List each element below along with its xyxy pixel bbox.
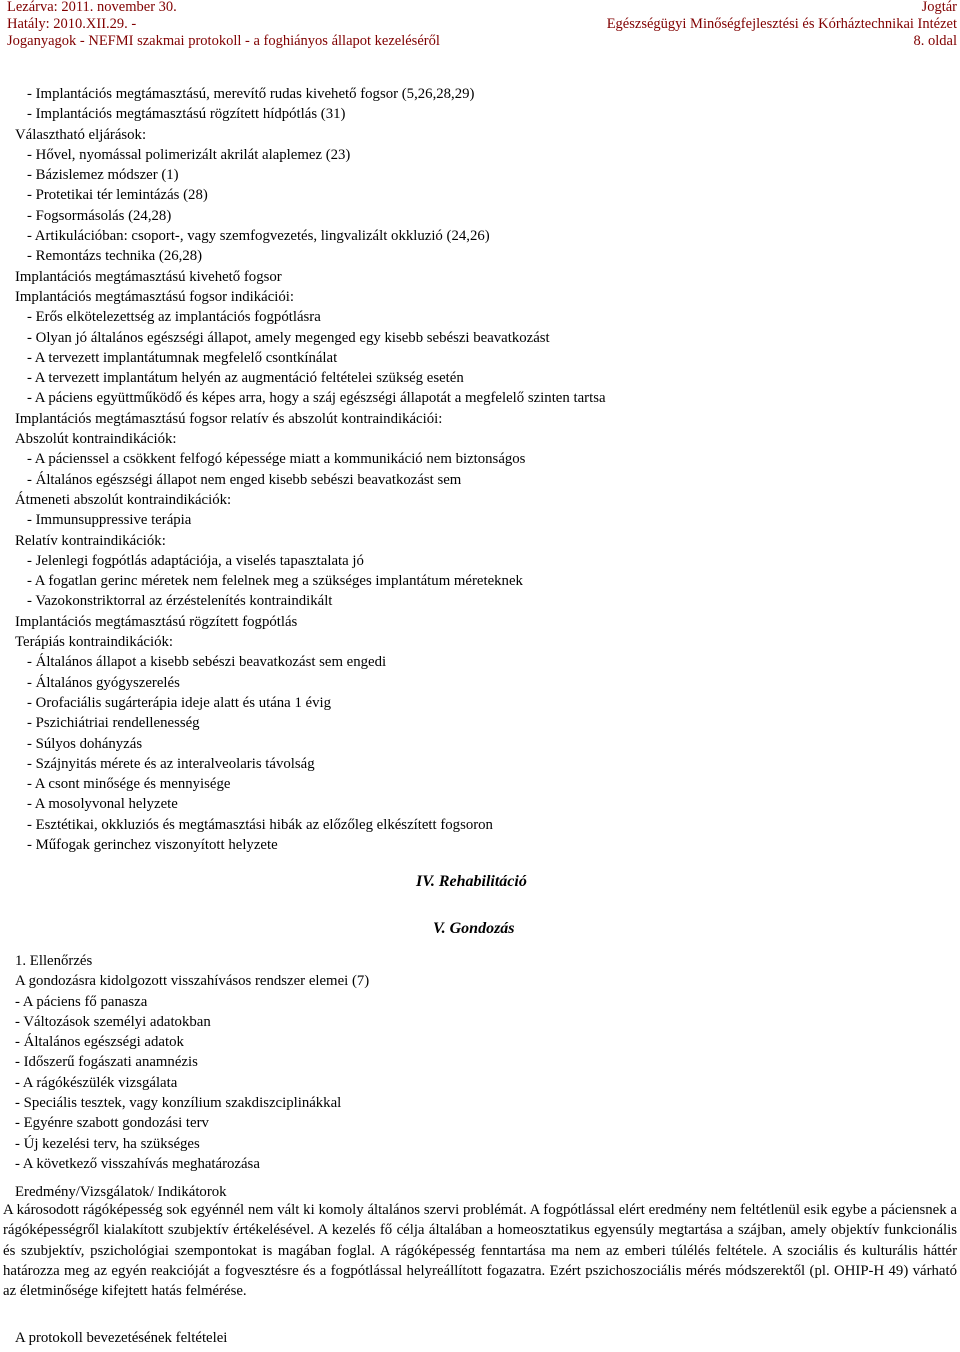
section-heading-care: V. Gondozás <box>433 920 515 937</box>
list-item: - A tervezett implantátumnak megfelelő csontkínálat <box>27 349 338 366</box>
list-item: - Egyénre szabott gondozási terv <box>15 1115 209 1132</box>
list-item: - Pszichiátriai rendellenesség <box>27 715 200 732</box>
section-label: Implantációs megtámasztású kivehető fogsor <box>15 268 282 285</box>
list-item: - Műfogak gerinchez viszonyított helyzete <box>27 836 278 853</box>
header-closed-date: Lezárva: 2011. november 30. <box>7 0 177 15</box>
list-item: - Szájnyitás mérete és az interalveolaris távolság <box>27 755 315 772</box>
section-label: Implantációs megtámasztású rögzített fogpótlás <box>15 613 298 630</box>
list-item: - Változások személyi adatokban <box>15 1013 211 1030</box>
list-item: - Speciális tesztek, vagy konzílium szakdiszciplinákkal <box>15 1095 342 1112</box>
list-item: - Erős elkötelezettség az implantációs fogpótlásra <box>27 309 321 326</box>
protocol-body <box>15 84 960 855</box>
list-item: - A fogatlan gerinc méretek nem felelnek meg a szükséges implantátum méreteknek <box>27 573 523 590</box>
list-item: - Immunsuppressive terápia <box>27 512 192 529</box>
list-item: - Olyan jó általános egészségi állapot, amely megenged egy kisebb sebészi beavatkozást <box>27 329 550 346</box>
list-item: - A páciens fő panasza <box>15 993 148 1010</box>
list-item: - Implantációs megtámasztású, merevítő rudas kivehető fogsor (5,26,28,29) <box>27 86 475 102</box>
results-paragraph: A károsodott rágóképesség sok egyénnél nem vált ki komoly általános szervi problémát. A fogpótlással elért eredmény nem feltétlenül esik egybe a páciensnek a rágóképességről kialakított szubjektív értékelésével. A kezelés fő célja általában a homeosztatikus egyensúly megtartása a szájban, amely objektív funkcionális és szubjektív, pszichológiai szempontokat is magában foglal. A rágóképesség fenntartása ma nem az emberi túlélés feltétele. A szociális és kulturális háttér határozza meg az egyén reakcióját a fogvesztésre és a fogpótlással helyreállított fogazatra. Ezért pszichoszociális mérés módszerektől (pl. OHIP-H 49) várható az életminősége kifejtett hatás felmérése. <box>3 1202 957 1300</box>
page-header <box>0 0 960 50</box>
list-item: - Orofaciális sugárterápia ideje alatt és utána 1 évig <box>27 694 332 711</box>
list-item: - A páciens együttműködő és képes arra, hogy a száj egészségi állapotát a megfelelő szinten tartsa <box>27 390 606 407</box>
results-heading: Eredmény/Vizsgálatok/ Indikátorok <box>15 1184 227 1200</box>
section-label: Abszolút kontraindikációk: <box>15 431 177 448</box>
list-item: - A csont minősége és mennyisége <box>27 776 231 793</box>
header-document-title: Joganyagok - NEFMI szakmai protokoll - a foghiányos állapot kezeléséről <box>7 33 440 49</box>
list-item: - A mosolyvonal helyzete <box>27 796 178 813</box>
list-item: - Általános gyógyszerelés <box>27 674 180 691</box>
list-item: - Súlyos dohányzás <box>27 735 143 752</box>
list-item: - Remontázs technika (26,28) <box>27 248 203 265</box>
list-item: - Protetikai tér lemintázás (28) <box>27 187 208 204</box>
list-item: - A következő visszahívás meghatározása <box>15 1155 260 1172</box>
section-label: 1. Ellenőrzés <box>15 953 93 969</box>
section-label: Terápiás kontraindikációk: <box>15 634 173 651</box>
footer-heading: A protokoll bevezetésének feltételei <box>15 1330 228 1346</box>
list-item: - Esztétikai, okkluziós és megtámasztási hibák az előzőleg elkészített fogsoron <box>27 816 493 833</box>
header-publisher: Jogtár <box>921 0 957 15</box>
list-item: - Hővel, nyomással polimerizált akrilát alaplemez (23) <box>27 146 351 163</box>
care-list <box>15 951 960 1174</box>
list-item: - Új kezelési terv, ha szükséges <box>15 1135 200 1152</box>
list-item: - Artikulációban: csoport-, vagy szemfogvezetés, lingvalizált okkluzió (24,26) <box>27 228 490 245</box>
list-item: - Implantációs megtámasztású rögzített hídpótlás (31) <box>27 106 346 123</box>
list-item: - Bázislemez módszer (1) <box>27 167 179 184</box>
section-label: Implantációs megtámasztású fogsor relatív és abszolút kontraindikációi: <box>15 410 443 427</box>
section-label: Választható eljárások: <box>15 126 147 143</box>
list-item: - Általános állapot a kisebb sebészi beavatkozást sem engedi <box>27 654 387 671</box>
list-item: - Általános egészségi adatok <box>15 1034 184 1051</box>
section-label: Relatív kontraindikációk: <box>15 532 166 549</box>
section-heading-rehabilitation: IV. Rehabilitáció <box>416 873 527 890</box>
list-item: - Fogsormásolás (24,28) <box>27 207 172 224</box>
section-label: Implantációs megtámasztású fogsor indikációi: <box>15 288 295 305</box>
header-institute: Egészségügyi Minőségfejlesztési és Kórháztechnikai Intézet <box>606 16 957 32</box>
list-item: - A pácienssel a csökkent felfogó képessége miatt a kommunikáció nem biztonságos <box>27 451 526 468</box>
list-item: - Jelenlegi fogpótlás adaptációja, a viselés tapasztalata jó <box>27 552 364 569</box>
list-item: - Általános egészségi állapot nem enged kisebb sebészi beavatkozást sem <box>27 471 462 488</box>
list-item: - A rágókészülék vizsgálata <box>15 1074 178 1091</box>
section-label: Átmeneti abszolút kontraindikációk: <box>15 491 232 508</box>
header-effective-date: Hatály: 2010.XII.29. - <box>7 16 137 32</box>
section-label: A gondozásra kidolgozott visszahívásos rendszer elemei (7) <box>15 973 370 990</box>
list-item: - Vazokonstriktorral az érzéstelenítés kontraindikált <box>27 593 333 610</box>
list-item: - A tervezett implantátum helyén az augmentáció feltételei szükség esetén <box>27 370 464 387</box>
header-page-number: 8. oldal <box>913 33 957 49</box>
list-item: - Időszerű fogászati anamnézis <box>15 1054 198 1071</box>
